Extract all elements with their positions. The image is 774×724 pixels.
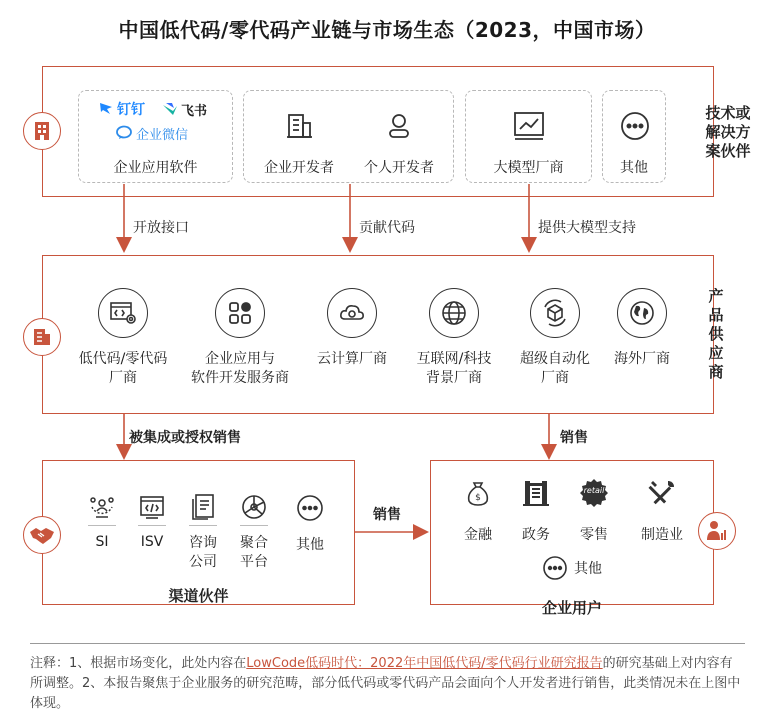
arrow-label-llm-support: 提供大模型支持 (538, 220, 636, 236)
channel-si: SI (95, 534, 109, 550)
code-window-icon (98, 288, 148, 338)
note-rest: 的研究基础上对内容有所调整。2、本报告聚焦于企业服务的研究范畴，部分低代码或零代码产品会面向个人开发者进行销售，此类情况未在上图中体现。 (30, 656, 741, 711)
world-map-icon (617, 288, 667, 338)
llm-vendor-label: 大模型厂商 (493, 160, 564, 176)
automation-cube-icon (530, 288, 580, 338)
individual-developer-label: 个人开发者 (364, 160, 434, 176)
isv-icon (135, 490, 169, 524)
retail-badge-icon (577, 476, 611, 510)
provider-cloud: 云计算厂商 (317, 351, 387, 367)
channel-partners-panel (42, 460, 355, 605)
business-person-icon (698, 512, 736, 550)
arrow-label-sales: 销售 (560, 430, 588, 446)
document-building-icon (23, 318, 61, 356)
tech-partners-side-label: 技术或 解决方 案伙伴 (705, 104, 751, 160)
note-divider (30, 643, 745, 644)
aggregation-underline (240, 525, 268, 526)
svg-text:$: $ (475, 493, 481, 503)
report-link[interactable]: LowCode低码时代：2022年中国低代码/零代码行业研究报告 (246, 656, 603, 671)
arrow-label-contribute-code: 贡献代码 (359, 220, 415, 236)
provider-lowcode: 低代码/零代码 厂商 (78, 351, 168, 386)
page-title: 中国低代码/零代码产业链与市场生态（2023，中国市场） (118, 18, 656, 42)
channel-isv: ISV (140, 534, 164, 550)
provider-overseas: 海外厂商 (614, 351, 670, 367)
enterprise-users-title: 企业用户 (541, 599, 602, 617)
si-icon (85, 490, 119, 524)
feishu-text: 飞书 (181, 103, 208, 119)
app-grid-icon (215, 288, 265, 338)
arrow-label-sales-right: 销售 (373, 507, 401, 523)
provider-enterprise-app: 企业应用与 软件开发服务商 (191, 351, 289, 386)
provider-hyperautomation: 超级自动化 厂商 (520, 351, 590, 386)
product-providers-side-label: 产 品 供 应 商 (708, 287, 724, 381)
consulting-doc-icon (186, 490, 220, 524)
product-providers-panel (42, 255, 714, 414)
arrow-label-integrated-sales: 被集成或授权销售 (129, 430, 241, 446)
government-building-icon (519, 476, 553, 510)
retail-badge-text: retail (583, 486, 605, 495)
enterprise-developer-label: 企业开发者 (264, 160, 334, 176)
user-finance: 金融 (464, 527, 492, 543)
channel-aggregation: 聚合 平台 (240, 535, 268, 570)
user-other: 其他 (574, 561, 602, 577)
user-manufacturing: 制造业 (641, 527, 683, 543)
other-tech-label: 其他 (620, 160, 648, 176)
note-prefix: 注释：1、根据市场变化，此处内容在 (30, 656, 247, 671)
user-retail: 零售 (580, 527, 608, 543)
globe-icon (429, 288, 479, 338)
wecom-text: 企业微信 (136, 127, 189, 143)
channel-more-icon (294, 492, 326, 524)
si-underline (88, 525, 116, 526)
channel-consulting: 咨询 公司 (189, 535, 217, 570)
channel-other: 其他 (296, 537, 324, 553)
user-more-icon (540, 553, 570, 583)
dingtalk-text: 钉钉 (117, 102, 145, 118)
arrow-label-open-api: 开放接口 (133, 220, 189, 236)
money-bag-icon (461, 476, 495, 510)
isv-underline (138, 525, 166, 526)
consulting-underline (189, 525, 217, 526)
tools-icon (645, 476, 679, 510)
footnote (30, 654, 745, 714)
user-government: 政务 (522, 527, 550, 543)
cloud-gear-icon (327, 288, 377, 338)
handshake-icon (23, 516, 61, 554)
enterprise-app-label: 企业应用软件 (113, 160, 198, 176)
aggregation-icon (237, 490, 271, 524)
channel-partners-title: 渠道伙伴 (168, 587, 229, 605)
provider-internet: 互联网/科技 背景厂商 (416, 351, 492, 386)
